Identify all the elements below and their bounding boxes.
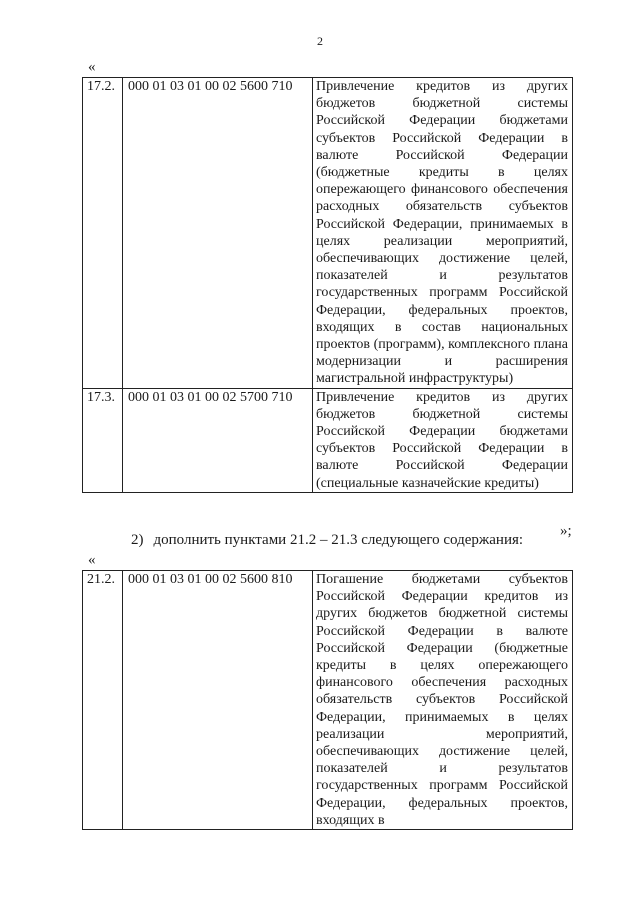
opening-quote-1: «	[88, 59, 96, 75]
table-budget-sources-21	[82, 570, 573, 830]
row-number: 17.3.	[83, 388, 123, 492]
row-number: 21.2.	[83, 571, 123, 830]
budget-code: 000 01 03 01 00 02 5600 710	[123, 78, 313, 389]
amendment-text: дополнить пунктами 21.2 – 21.3 следующего содержания:	[153, 532, 524, 548]
row-description: Привлечение кредитов из других бюджетов бюджетной системы Российской Федерации бюджетами субъектов Российской Федерации в валюте Российской Федерации (бюджетные кредиты в целях опережающего финансового обеспечения расходных обязательств субъектов Российской Федерации, принимаемых в целях реализации мероприятий, обеспечивающих достижение целей, показателей и результатов государственных программ Российской Федерации, федеральных проектов, входящих в состав национальных проектов (программ), комплексного плана модернизации и расширения магистральной инфраструктуры)	[313, 78, 573, 389]
row-description: Погашение бюджетами субъектов Российской Федерации кредитов из других бюджетов бюджетной системы Российской Федерации в валюте Российской Федерации (бюджетные кредиты в целях опережающего финансового обеспечения расходных обязательств субъектов Российской Федерации, принимаемых в целях реализации мероприятий, обеспечивающих достижение целей, показателей и результатов государственных программ Российской Федерации, федеральных проектов, входящих в	[313, 571, 573, 830]
row-number: 17.2.	[83, 78, 123, 389]
amendment-item	[131, 532, 523, 549]
row-description: Привлечение кредитов из других бюджетов бюджетной системы Российской Федерации бюджетами субъектов Российской Федерации в валюте Российской Федерации (специальные казначейские кредиты)	[313, 388, 573, 492]
table-row	[83, 571, 573, 830]
page-number: 2	[317, 34, 323, 48]
budget-code: 000 01 03 01 00 02 5700 710	[123, 388, 313, 492]
closing-quote: »;	[560, 523, 572, 539]
opening-quote-2: «	[88, 552, 96, 568]
table-row	[83, 388, 573, 492]
budget-code: 000 01 03 01 00 02 5600 810	[123, 571, 313, 830]
page-bottom-margin	[0, 862, 640, 905]
table-row	[83, 78, 573, 389]
table-budget-sources-17	[82, 77, 573, 493]
amendment-number: 2)	[131, 532, 144, 548]
